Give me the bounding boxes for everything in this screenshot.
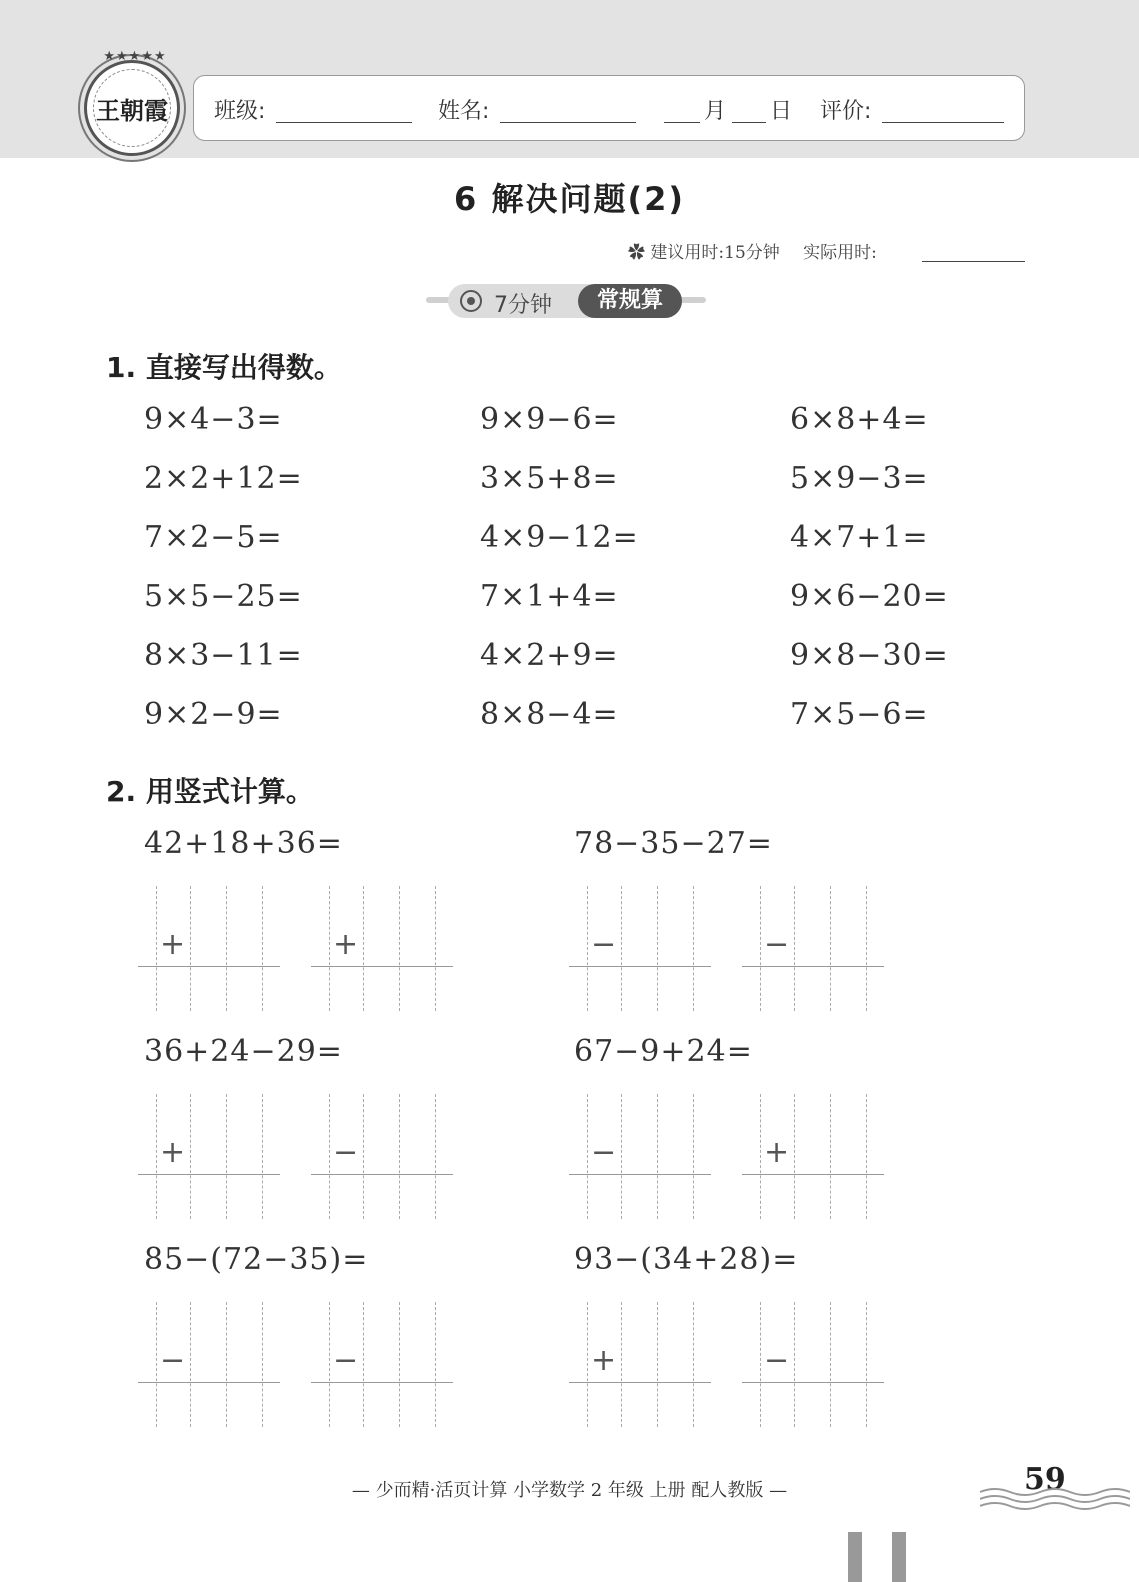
grid-guide-line: [866, 1302, 867, 1427]
math-expression: 4×7+1=: [790, 520, 929, 555]
math-expression: 3×5+8=: [480, 461, 619, 496]
grid-guide-line: [363, 1302, 364, 1427]
grid-guide-line: [226, 1302, 227, 1427]
grid-guide-line: [760, 1302, 761, 1427]
math-expression: 9×2−9=: [144, 697, 283, 732]
calc-grid[interactable]: [138, 1302, 280, 1427]
page-number: 59: [1024, 1462, 1066, 1497]
grid-guide-line: [262, 1094, 263, 1219]
math-expression: 8×8−4=: [480, 697, 619, 732]
vertical-calc-expression: 36+24−29=: [144, 1034, 343, 1069]
badge-tag: 常规算: [578, 284, 682, 318]
grid-guide-line: [363, 886, 364, 1011]
footer-text: — 少而精·活页计算 小学数学 2 年级 上册 配人教版 —: [351, 1480, 788, 1501]
grid-sum-line: [742, 1174, 884, 1175]
math-expression: 9×8−30=: [790, 638, 949, 673]
operator-sign: +: [591, 1343, 617, 1378]
rating-label: 评价:: [820, 99, 872, 124]
grid-guide-line: [830, 1094, 831, 1219]
grid-sum-line: [569, 1174, 711, 1175]
grid-guide-line: [190, 1302, 191, 1427]
operator-sign: −: [764, 1343, 790, 1378]
grid-sum-line: [138, 1174, 280, 1175]
grid-guide-line: [657, 1094, 658, 1219]
grid-guide-line: [226, 886, 227, 1011]
grid-sum-line: [742, 966, 884, 967]
math-expression: 5×5−25=: [144, 579, 303, 614]
calc-grid[interactable]: [138, 1094, 280, 1219]
actual-time-label: 实际用时:: [803, 243, 877, 263]
class-field[interactable]: [276, 122, 412, 123]
math-expression: 4×2+9=: [480, 638, 619, 673]
wave-decoration-icon: [980, 1484, 1130, 1514]
logo-text: 王朝霞: [96, 96, 168, 125]
grid-sum-line: [569, 966, 711, 967]
section-1-heading: 1. 直接写出得数。: [106, 351, 342, 384]
grid-guide-line: [657, 886, 658, 1011]
calc-grid[interactable]: [742, 1302, 884, 1427]
operator-sign: −: [591, 1135, 617, 1170]
operator-sign: −: [333, 1343, 359, 1378]
grid-guide-line: [399, 886, 400, 1011]
vertical-calc-expression: 85−(72−35)=: [144, 1242, 369, 1277]
month-field[interactable]: [664, 122, 700, 123]
grid-guide-line: [190, 1094, 191, 1219]
section-2-heading: 2. 用竖式计算。: [106, 775, 314, 808]
grid-guide-line: [621, 1094, 622, 1219]
rating-field[interactable]: [882, 122, 1004, 123]
calc-grid[interactable]: [569, 886, 711, 1011]
logo-stars-icon: ★★★★★: [103, 49, 167, 64]
grid-guide-line: [329, 886, 330, 1011]
grid-guide-line: [621, 886, 622, 1011]
name-label: 姓名:: [438, 99, 490, 124]
grid-guide-line: [587, 1302, 588, 1427]
math-expression: 7×1+4=: [480, 579, 619, 614]
day-label: 日: [770, 99, 793, 124]
grid-guide-line: [435, 1302, 436, 1427]
operator-sign: −: [160, 1343, 186, 1378]
timer-icon: ✿: [628, 243, 645, 263]
grid-guide-line: [399, 1302, 400, 1427]
grid-guide-line: [156, 1094, 157, 1219]
calc-grid[interactable]: [742, 886, 884, 1011]
badge-time: 7分钟: [494, 293, 552, 318]
grid-guide-line: [435, 1094, 436, 1219]
grid-guide-line: [329, 1094, 330, 1219]
calc-grid[interactable]: [742, 1094, 884, 1219]
grid-guide-line: [830, 1302, 831, 1427]
grid-guide-line: [262, 1302, 263, 1427]
grid-guide-line: [794, 1094, 795, 1219]
grid-guide-line: [190, 886, 191, 1011]
grid-guide-line: [226, 1094, 227, 1219]
math-expression: 5×9−3=: [790, 461, 929, 496]
grid-sum-line: [311, 1174, 453, 1175]
operator-sign: +: [160, 927, 186, 962]
operator-sign: −: [591, 927, 617, 962]
grid-sum-line: [311, 1382, 453, 1383]
grid-guide-line: [156, 1302, 157, 1427]
grid-sum-line: [569, 1382, 711, 1383]
grid-guide-line: [435, 886, 436, 1011]
calc-grid[interactable]: [569, 1094, 711, 1219]
medal-icon: [460, 290, 482, 312]
vertical-calc-expression: 78−35−27=: [574, 826, 773, 861]
math-expression: 4×9−12=: [480, 520, 639, 555]
page-tab-right: [892, 1532, 906, 1582]
grid-guide-line: [587, 1094, 588, 1219]
grid-guide-line: [794, 886, 795, 1011]
grid-guide-line: [262, 886, 263, 1011]
suggested-time: 建议用时:15分钟: [650, 243, 780, 263]
grid-guide-line: [399, 1094, 400, 1219]
calc-grid[interactable]: [311, 1302, 453, 1427]
timing-info: [628, 238, 877, 263]
actual-time-field[interactable]: [922, 261, 1025, 262]
math-expression: 2×2+12=: [144, 461, 303, 496]
math-expression: 9×9−6=: [480, 402, 619, 437]
grid-sum-line: [138, 1382, 280, 1383]
math-expression: 8×3−11=: [144, 638, 303, 673]
student-info-box: [193, 75, 1025, 141]
grid-guide-line: [621, 1302, 622, 1427]
vertical-calc-expression: 42+18+36=: [144, 826, 343, 861]
operator-sign: +: [764, 1135, 790, 1170]
month-label: 月: [704, 99, 727, 124]
grid-guide-line: [760, 1094, 761, 1219]
operator-sign: +: [333, 927, 359, 962]
calc-grid[interactable]: [311, 886, 453, 1011]
page-title: 6 解决问题(2): [454, 180, 685, 218]
grid-guide-line: [363, 1094, 364, 1219]
grid-guide-line: [866, 886, 867, 1011]
grid-guide-line: [760, 886, 761, 1011]
grid-guide-line: [693, 1302, 694, 1427]
grid-sum-line: [311, 966, 453, 967]
grid-guide-line: [693, 1094, 694, 1219]
grid-guide-line: [693, 886, 694, 1011]
logo: [84, 49, 180, 156]
grid-guide-line: [830, 886, 831, 1011]
grid-guide-line: [657, 1302, 658, 1427]
page-tab-left: [848, 1532, 862, 1582]
class-label: 班级:: [214, 99, 266, 124]
grid-guide-line: [866, 1094, 867, 1219]
calc-grid[interactable]: [569, 1302, 711, 1427]
grid-guide-line: [794, 1302, 795, 1427]
grid-sum-line: [138, 966, 280, 967]
calc-grid[interactable]: [311, 1094, 453, 1219]
name-field[interactable]: [500, 122, 636, 123]
math-expression: 7×2−5=: [144, 520, 283, 555]
vertical-calc-expression: 67−9+24=: [574, 1034, 753, 1069]
grid-guide-line: [329, 1302, 330, 1427]
math-expression: 7×5−6=: [790, 697, 929, 732]
calc-grid[interactable]: [138, 886, 280, 1011]
math-expression: 9×4−3=: [144, 402, 283, 437]
grid-guide-line: [587, 886, 588, 1011]
operator-sign: +: [160, 1135, 186, 1170]
vertical-calc-expression: 93−(34+28)=: [574, 1242, 799, 1277]
math-expression: 6×8+4=: [790, 402, 929, 437]
operator-sign: −: [333, 1135, 359, 1170]
operator-sign: −: [764, 927, 790, 962]
grid-guide-line: [156, 886, 157, 1011]
grid-sum-line: [742, 1382, 884, 1383]
math-expression: 9×6−20=: [790, 579, 949, 614]
day-field[interactable]: [732, 122, 766, 123]
